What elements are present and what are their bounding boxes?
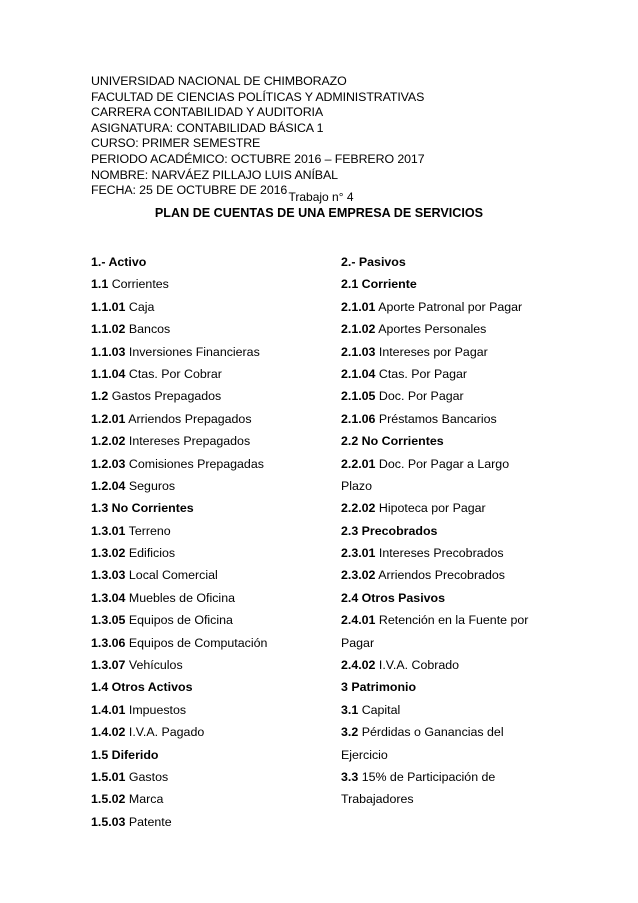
- account-group-heading: [341, 676, 561, 698]
- account-row: [91, 766, 331, 788]
- account-code: 2.1.06: [341, 411, 376, 426]
- account-code: 1.3.04: [91, 590, 126, 605]
- account-name: I.V.A. Pagado: [128, 725, 205, 740]
- account-code: 1.5.02: [91, 792, 126, 807]
- account-code: 1.1.01: [91, 299, 126, 314]
- account-code: 2.2 No Corrientes: [341, 434, 444, 449]
- account-row: [91, 475, 331, 497]
- document-title: PLAN DE CUENTAS DE UNA EMPRESA DE SERVICIOS: [154, 206, 484, 220]
- account-code: 3.3: [341, 769, 359, 784]
- account-name: Trabajadores: [341, 792, 414, 807]
- left-accounts-column: [91, 251, 331, 833]
- account-code: 1.1.04: [91, 366, 126, 381]
- account-row: [341, 475, 561, 497]
- account-code: 1.2: [91, 389, 109, 404]
- account-row: [341, 408, 561, 430]
- account-row: [91, 587, 331, 609]
- header-period: PERIODO ACADÉMICO: OCTUBRE 2016 – FEBRERO 2017: [91, 151, 425, 166]
- account-name: Ctas. Por Cobrar: [128, 366, 222, 381]
- account-row: [91, 699, 331, 721]
- account-name: Edificios: [128, 546, 176, 561]
- account-name: Arriendos Precobrados: [378, 568, 505, 583]
- account-code: 1.1.02: [91, 322, 126, 337]
- account-code: 2.4 Otros Pasivos: [341, 590, 445, 605]
- account-code: 1.3.05: [91, 613, 126, 628]
- account-row: [341, 542, 561, 564]
- header-subject: ASIGNATURA: CONTABILIDAD BÁSICA 1: [91, 120, 324, 135]
- account-code: 1.- Activo: [91, 255, 147, 269]
- account-name: I.V.A. Cobrado: [378, 658, 460, 673]
- account-code: 2.2.02: [341, 501, 376, 516]
- account-row: [91, 788, 331, 810]
- account-row: [91, 811, 331, 833]
- account-code: 1.2.02: [91, 434, 126, 449]
- account-row: [341, 766, 561, 788]
- account-code: 2.3.02: [341, 568, 376, 583]
- account-code: 2.1.03: [341, 344, 376, 359]
- account-code: 1.2.04: [91, 478, 126, 493]
- account-name: Capital: [361, 702, 401, 717]
- account-row: [341, 609, 561, 631]
- account-name: Intereses Precobrados: [378, 546, 504, 561]
- account-name: Vehículos: [128, 658, 183, 673]
- account-code: 3.2: [341, 725, 359, 740]
- account-name: Arriendos Prepagados: [128, 411, 252, 426]
- account-row: [341, 296, 561, 318]
- account-name: Ctas. Por Pagar: [378, 366, 468, 381]
- account-code: 2.1.04: [341, 366, 376, 381]
- account-row: [91, 609, 331, 631]
- account-row: [91, 453, 331, 475]
- account-name: Plazo: [341, 478, 372, 493]
- account-code: 1.1.03: [91, 344, 126, 359]
- account-code: 1.5.03: [91, 814, 126, 829]
- account-row: [341, 632, 561, 654]
- account-name: Equipos de Oficina: [128, 613, 233, 628]
- account-name: Caja: [128, 299, 155, 314]
- account-name: Gastos Prepagados: [111, 389, 222, 404]
- account-row: [91, 520, 331, 542]
- account-code: 1.3.06: [91, 635, 126, 650]
- account-row: [341, 497, 561, 519]
- account-name: Terreno: [128, 523, 171, 538]
- header-career: CARRERA CONTABILIDAD Y AUDITORIA: [91, 105, 324, 120]
- account-code: 2.1.05: [341, 389, 376, 404]
- account-row: [91, 363, 331, 385]
- account-group-heading: [91, 676, 331, 698]
- account-code: 3.1: [341, 702, 359, 717]
- header-university: UNIVERSIDAD NACIONAL DE CHIMBORAZO: [91, 74, 347, 88]
- account-name: Hipoteca por Pagar: [378, 501, 486, 516]
- account-row: [91, 296, 331, 318]
- account-code: 2.1.02: [341, 322, 376, 337]
- account-name: Bancos: [128, 322, 171, 337]
- account-code: 2.1 Corriente: [341, 277, 417, 292]
- account-code: 2.4.01: [341, 613, 376, 628]
- account-name: Doc. Por Pagar a Largo: [378, 456, 510, 471]
- account-code: 1.3.03: [91, 568, 126, 583]
- account-row: [341, 721, 561, 743]
- account-code: 2.3 Precobrados: [341, 523, 438, 538]
- account-row: [91, 408, 331, 430]
- account-code: 1.2.01: [91, 411, 126, 426]
- account-name: Aportes Personales: [378, 322, 487, 337]
- account-row: [341, 564, 561, 586]
- account-name: Muebles de Oficina: [128, 590, 235, 605]
- account-name: Local Comercial: [128, 568, 218, 583]
- account-code: 1.3.07: [91, 658, 126, 673]
- account-code: 1.5 Diferido: [91, 747, 159, 762]
- account-group-heading: [91, 497, 331, 519]
- account-group-heading: [341, 587, 561, 609]
- account-code: 1.4.02: [91, 725, 126, 740]
- account-row: [91, 542, 331, 564]
- account-name: Ejercicio: [341, 747, 388, 762]
- account-code: 1.2.03: [91, 456, 126, 471]
- account-name: Comisiones Prepagadas: [128, 456, 264, 471]
- account-row: [341, 453, 561, 475]
- account-code: 2.- Pasivos: [341, 255, 406, 269]
- account-row: [341, 385, 561, 407]
- account-name: Doc. Por Pagar: [378, 389, 464, 404]
- account-code: 1.1: [91, 277, 109, 292]
- account-row: [91, 385, 331, 407]
- account-row: [91, 564, 331, 586]
- account-row: [341, 788, 561, 810]
- account-name: Pérdidas o Ganancias del: [361, 725, 504, 740]
- account-code: 1.3.01: [91, 523, 126, 538]
- account-code: 1.4 Otros Activos: [91, 680, 193, 695]
- account-row: [91, 273, 331, 295]
- account-group-heading: [341, 273, 561, 295]
- account-code: 2.4.02: [341, 658, 376, 673]
- account-code: 1.4.01: [91, 702, 126, 717]
- account-name: Pagar: [341, 635, 375, 650]
- account-name: Aporte Patronal por Pagar: [378, 299, 523, 314]
- account-name: Impuestos: [128, 702, 187, 717]
- account-group-heading: [341, 520, 561, 542]
- account-row: [341, 654, 561, 676]
- account-code: 1.3.02: [91, 546, 126, 561]
- account-row: [341, 699, 561, 721]
- account-name: Retención en la Fuente por: [378, 613, 529, 628]
- account-row: [91, 341, 331, 363]
- account-name: Intereses por Pagar: [378, 344, 488, 359]
- account-row: [91, 654, 331, 676]
- header-course: CURSO: PRIMER SEMESTRE: [91, 136, 261, 151]
- account-row: [91, 430, 331, 452]
- account-row: [341, 341, 561, 363]
- account-name: Equipos de Computación: [128, 635, 268, 650]
- account-name: Corrientes: [111, 277, 169, 292]
- account-row: [341, 744, 561, 766]
- header-faculty: FACULTAD DE CIENCIAS POLÍTICAS Y ADMINISTRATIVAS: [91, 89, 425, 104]
- account-code: 2.3.01: [341, 546, 376, 561]
- account-code: 2.2.01: [341, 456, 376, 471]
- header-name: NOMBRE: NARVÁEZ PILLAJO LUIS ANÍBAL: [91, 167, 338, 182]
- account-name: Gastos: [128, 769, 169, 784]
- account-name: Patente: [128, 814, 172, 829]
- account-name: 15% de Participación de: [361, 769, 496, 784]
- account-name: Préstamos Bancarios: [378, 411, 497, 426]
- account-row: [341, 318, 561, 340]
- account-name: Intereses Prepagados: [128, 434, 251, 449]
- account-code: 1.5.01: [91, 769, 126, 784]
- account-group-heading: [341, 251, 561, 273]
- account-name: Inversiones Financieras: [128, 344, 260, 359]
- account-code: 2.1.01: [341, 299, 376, 314]
- account-group-heading: [341, 430, 561, 452]
- account-row: [341, 363, 561, 385]
- document-header: [91, 74, 561, 199]
- account-row: [91, 632, 331, 654]
- account-name: Marca: [128, 792, 164, 807]
- account-row: [91, 318, 331, 340]
- account-group-heading: [91, 744, 331, 766]
- account-code: 1.3 No Corrientes: [91, 501, 194, 516]
- assignment-number: Trabajo n° 4: [288, 190, 354, 204]
- account-row: [91, 721, 331, 743]
- header-date: FECHA: 25 DE OCTUBRE DE 2016: [91, 183, 288, 198]
- right-accounts-column: [341, 251, 561, 811]
- account-code: 3 Patrimonio: [341, 680, 417, 695]
- account-group-heading: [91, 251, 331, 273]
- account-name: Seguros: [128, 478, 176, 493]
